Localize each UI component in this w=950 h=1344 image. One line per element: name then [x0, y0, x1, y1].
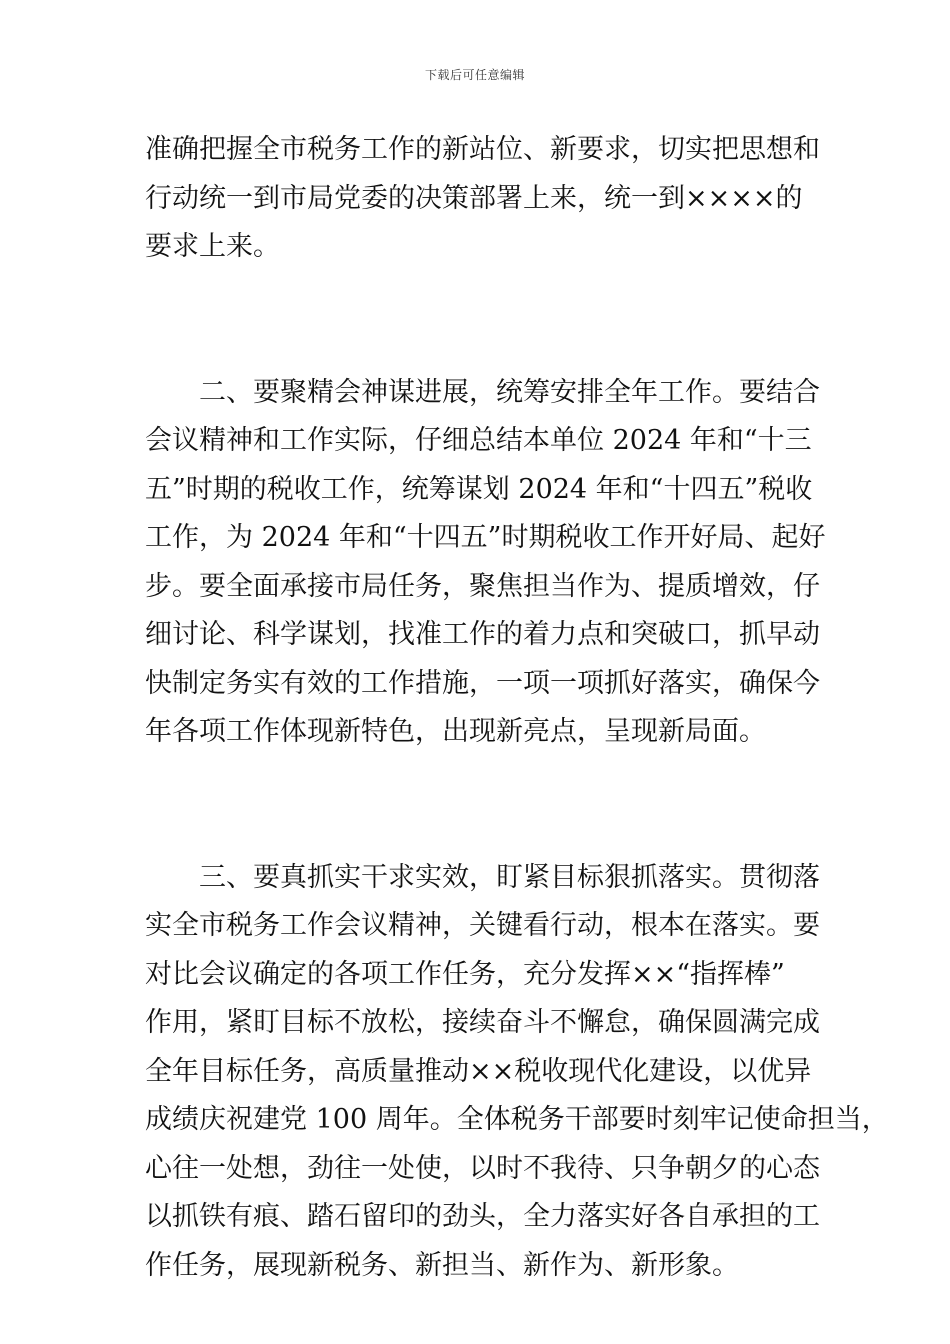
text-line: 对比会议确定的各项工作任务，充分发挥××“指挥棒” [145, 958, 785, 990]
text-line: 工作，为 2024 年和“十四五”时期税收工作开好局、起好 [145, 522, 826, 553]
text-line: 三、要真抓实干求实效，盯紧目标狠抓落实。贯彻落 [199, 861, 820, 893]
paragraph-3 [145, 854, 889, 1291]
text-line: 年各项工作体现新特色，出现新亮点，呈现新局面。 [145, 716, 766, 747]
text-line: 行动统一到市局党委的决策部署上来，统一到××××的 [145, 182, 803, 214]
text-line: 五”时期的税收工作，统筹谋划 2024 年和“十四五”税收 [145, 473, 813, 505]
document-body [145, 126, 889, 1290]
paragraph-1 [145, 126, 820, 272]
text-line: 细讨论、科学谋划，找准工作的着力点和突破口，抓早动 [145, 619, 820, 650]
page-header: 下载后可任意编辑 [424, 68, 525, 82]
text-line: 要求上来。 [145, 231, 280, 262]
text-line: 心往一处想，劲往一处使，以时不我待、只争朝夕的心态 [145, 1152, 820, 1184]
paragraph-spacer [145, 272, 810, 369]
text-line: 全年目标任务，高质量推动××税收现代化建设，以优异 [145, 1055, 812, 1087]
text-line: 快制定务实有效的工作措施，一项一项抓好落实，确保今 [145, 667, 820, 699]
text-line: 实全市税务工作会议精神，关键看行动，根本在落实。要 [145, 910, 820, 941]
paragraph-2 [145, 369, 826, 757]
text-line: 二、要聚精会神谋进展，统筹安排全年工作。要结合 [199, 376, 820, 408]
text-line: 以抓铁有痕、踏石留印的劲头，全力落实好各自承担的工 [145, 1201, 820, 1232]
text-line: 步。要全面承接市局任务，聚焦担当作为、提质增效，仔 [145, 570, 820, 602]
text-line: 成绩庆祝建党 100 周年。全体税务干部要时刻牢记使命担当， [145, 1104, 889, 1135]
paragraph-spacer [145, 757, 810, 854]
text-line: 准确把握全市税务工作的新站位、新要求，切实把思想和 [145, 134, 820, 165]
text-line: 作任务，展现新税务、新担当、新作为、新形象。 [145, 1249, 739, 1281]
text-line: 会议精神和工作实际，仔细总结本单位 2024 年和“十三 [145, 425, 812, 456]
text-line: 作用，紧盯目标不放松，接续奋斗不懈怠，确保圆满完成 [145, 1007, 820, 1038]
